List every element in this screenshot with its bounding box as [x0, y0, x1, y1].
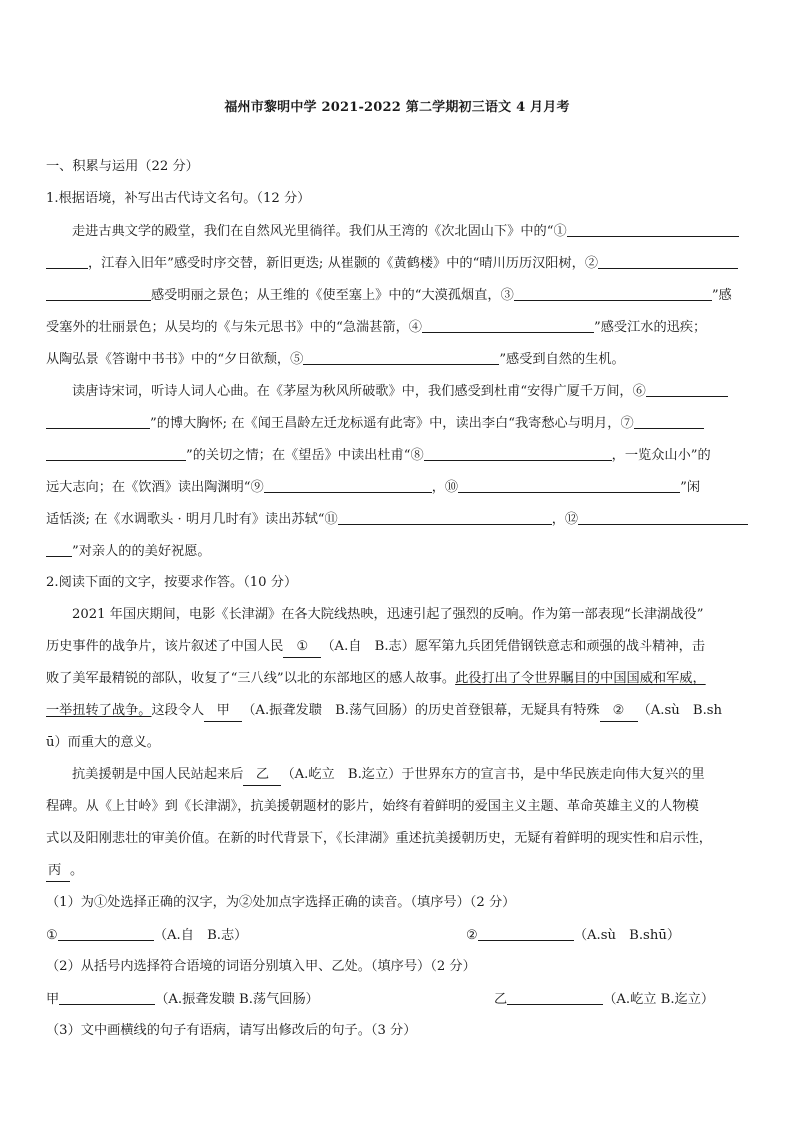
- answer-blank-2-cont[interactable]: [46, 285, 151, 301]
- passage-line4: 一举扭转了战争。这段令人 甲 （A.振聋发聩 B.荡气回肠）的历史首登银幕，无疑具有特殊 ② （A.sù B.sh: [46, 701, 722, 722]
- passage-line5: ū）而重大的意义。: [46, 735, 160, 750]
- answer-blank-7-cont[interactable]: [46, 445, 186, 461]
- q1-p1-line5: 从陶弘景《答谢中书书》中的“夕日欲颓，⑤ ”感受到自然的生机。: [46, 349, 625, 370]
- answer-blank-9[interactable]: [264, 477, 432, 493]
- answer-blank-6-cont[interactable]: [46, 413, 150, 429]
- answer-blank-8[interactable]: [424, 445, 612, 461]
- answer-blank-12-cont[interactable]: [46, 541, 72, 557]
- answer-blank-11[interactable]: [338, 509, 552, 525]
- answer-field-jia[interactable]: [59, 989, 155, 1005]
- answer-blank-1[interactable]: [567, 221, 739, 237]
- answer-blank-2[interactable]: [598, 253, 738, 269]
- q1-p2-line2: ”的博大胸怀; 在《闻王昌龄左迁龙标遥有此寄》中，读出李白“我寄愁心与明月，⑦: [46, 413, 704, 434]
- q1-p2-line1: 读唐诗宋词，听诗人词人心曲。在《茅屋为秋风所破歌》中，我们感受到杜甫“安得广厦千万间，⑥: [72, 381, 728, 402]
- passage-line1: 2021 年国庆期间，电影《长津湖》在各大院线热映，迅速引起了强烈的反响。作为第一部表现“长津湖战役”: [72, 607, 704, 622]
- passage2-line4: 丙 。: [46, 861, 83, 882]
- q1-p2-line4: 远大志向；在《饮酒》读出陶渊明“⑨ ，⑩ ”闲: [46, 477, 700, 498]
- question-1-heading: 1.根据语境，补写出古代诗文名句。（12 分）: [46, 191, 311, 206]
- answer-blank-1-cont[interactable]: [46, 253, 88, 269]
- section-heading: 一、积累与运用（22 分）: [46, 159, 199, 174]
- subquestion-1-answer-a: ① （A.自 B.志）: [46, 925, 247, 946]
- answer-blank-yi[interactable]: 乙: [243, 765, 281, 786]
- q1-p2-line3: ”的关切之情；在《望岳》中读出杜甫“⑧ ，一览众山小”的: [46, 445, 711, 466]
- answer-blank-3[interactable]: [514, 285, 712, 301]
- subquestion-2: （2）从括号内选择符合语境的词语分别填入甲、乙处。（填序号）（2 分）: [46, 959, 476, 974]
- subquestion-1-answer-b: ② （A.sù B.shū）: [466, 925, 680, 946]
- answer-blank-6[interactable]: [646, 381, 728, 397]
- answer-blank-pinyin[interactable]: ②: [600, 701, 638, 722]
- answer-blank-bing[interactable]: 丙: [46, 861, 70, 882]
- passage-line2: 历史事件的战争片，该片叙述了中国人民 ① （A.自 B.志）愿军第九兵团凭借钢铁意志和顽强的战斗精神，击: [46, 637, 705, 658]
- q1-p1-line1: 走进古典文学的殿堂，我们在自然风光里徜徉。我们从王湾的《次北固山下》中的“①: [72, 221, 739, 242]
- page-title: 福州市黎明中学 2021-2022 第二学期初三语文 4 月月考: [224, 100, 570, 115]
- answer-blank-5[interactable]: [303, 349, 499, 365]
- question-2-heading: 2.阅读下面的文字，按要求作答。（10 分）: [46, 575, 298, 590]
- answer-blank-10[interactable]: [458, 477, 680, 493]
- q1-p1-line2: ，江春入旧年”感受时序交替，新旧更迭; 从崔颢的《黄鹤楼》中的“晴川历历汉阳树，②: [46, 253, 738, 274]
- passage-line3: 败了美军最精锐的部队，收复了“三八线”以北的东部地区的感人故事。此役打出了令世界瞩目的中国国威和军威，: [46, 671, 706, 686]
- q1-p2-line5: 适恬淡; 在《水调歌头 · 明月几时有》读出苏轼“⑪ ，⑫: [46, 509, 748, 530]
- answer-field-yi[interactable]: [507, 989, 603, 1005]
- subquestion-1: （1）为①处选择正确的汉字，为②处加点字选择正确的读音。（填序号）（2 分）: [46, 895, 516, 910]
- underlined-sentence-cont: 一举扭转了战争。: [46, 703, 152, 718]
- subquestion-3: （3）文中画横线的句子有语病，请写出修改后的句子。（3 分）: [46, 1023, 417, 1038]
- answer-field-1[interactable]: [58, 925, 154, 941]
- answer-blank-jia[interactable]: 甲: [204, 701, 242, 722]
- answer-blank-12[interactable]: [578, 509, 748, 525]
- q1-p1-line3: 感受明丽之景色；从王维的《使至塞上》中的“大漠孤烟直，③ ”感: [46, 285, 732, 306]
- passage2-line3: 式以及阳刚悲壮的审美价值。在新的时代背景下，《长津湖》重述抗美援朝历史，无疑有着鲜明的现实性和启示性，: [46, 831, 712, 846]
- answer-blank-7[interactable]: [634, 413, 704, 429]
- q1-p1-line4: 受塞外的壮丽景色；从吴均的《与朱元思书》中的“急湍甚箭，④ ”感受江水的迅疾；: [46, 317, 706, 338]
- answer-blank-4[interactable]: [422, 317, 594, 333]
- answer-blank-zi[interactable]: ①: [283, 637, 321, 658]
- subquestion-2-answer-b: 乙 （A.屹立 B.迄立）: [494, 989, 714, 1010]
- underlined-sentence: 此役打出了令世界瞩目的中国国威和军威，: [455, 671, 706, 686]
- passage2-line1: 抗美援朝是中国人民站起来后 乙 （A.屹立 B.迄立）于世界东方的宣言书，是中华民族走向伟大复兴的里: [72, 765, 705, 786]
- passage2-line2: 程碑。从《上甘岭》到《长津湖》，抗美援朝题材的影片，始终有着鲜明的爱国主义主题、革命英雄主义的人物模: [46, 799, 699, 814]
- q1-p2-line6: ”对亲人的的美好祝愿。: [46, 541, 211, 562]
- answer-field-2[interactable]: [478, 925, 574, 941]
- subquestion-2-answer-a: 甲 （A.振聋发聩 B.荡气回肠）: [46, 989, 319, 1010]
